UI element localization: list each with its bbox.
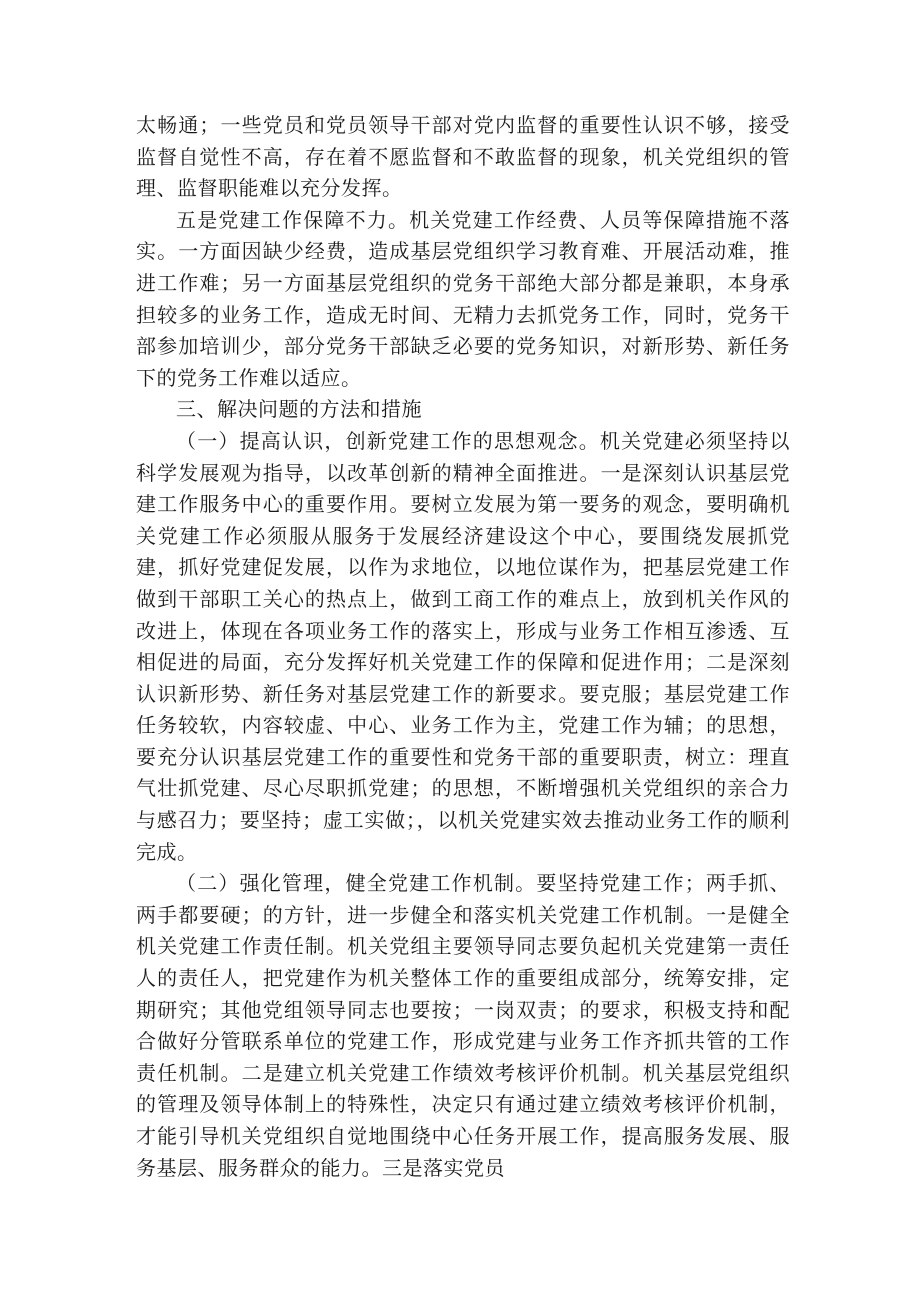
paragraph-party-support-weak: 五是党建工作保障不力。机关党建工作经费、人员等保障措施不落实。一方面因缺少经费，造成基层党组织学习教育难、开展活动难，推进工作难；另一方面基层党组织的党务干部绝大部分都是兼职，本身承担较多的业务工作，造成无时间、无精力去抓党务工作，同时，党务干部参加培训少，部分党务干部缺乏必要的党务知识，对新形势、新任务下的党务工作难以适应。	[136, 207, 790, 390]
section-heading-solutions: 三、解决问题的方法和措施	[176, 397, 422, 422]
paragraph-supervision-issue: 太畅通；一些党员和党员领导干部对党内监督的重要性认识不够，接受监督自觉性不高，存在着不愿监督和不敢监督的现象，机关党组织的管理、监督职能难以充分发挥。	[136, 113, 790, 201]
paragraph-strengthen-management: （二）强化管理，健全党建工作机制。要坚持党建工作；两手抓、两手都要硬；的方针，进一步健全和落实机关党建工作机制。一是健全机关党建工作责任制。机关党组主要领导同志要负起机关党建第一责任人的责任人，把党建作为机关整体工作的重要组成部分，统筹安排，定期研究；其他党组领导同志也要按；一岗双责；的要求，积极支持和配合做好分管联系单位的党建工作，形成党建与业务工作齐抓共管的工作责任机制。二是建立机关党建工作绩效考核评价机制。机关基层党组织的管理及领导体制上的特殊性，决定只有通过建立绩效考核评价机制，才能引导机关党组织自觉地围绕中心任务开展工作，提高服务发展、服务基层、服务群众的能力。三是落实党员	[136, 871, 790, 1180]
paragraph-raise-awareness: （一）提高认识，创新党建工作的思想观念。机关党建必须坚持以科学发展观为指导，以改革创新的精神全面推进。一是深刻认识基层党建工作服务中心的重要作用。要树立发展为第一要务的观念，要明确机关党建工作必须服从服务于发展经济建设这个中心，要围绕发展抓党建，抓好党建促发展，以作为求地位，以地位谋作为，把基层党建工作做到干部职工关心的热点上，做到工商工作的难点上，放到机关作风的改进上，体现在各项业务工作的落实上，形成与业务工作相互渗透、互相促进的局面，充分发挥好机关党建工作的保障和促进作用；二是深刻认识新形势、新任务对基层党建工作的新要求。要克服；基层党建工作任务较软，内容较虚、中心、业务工作为主，党建工作为辅；的思想，要充分认识基层党建工作的重要性和党务干部的重要职责，树立：理直气壮抓党建、尽心尽职抓党建；的思想，不断增强机关党组织的亲合力与感召力；要坚持；虚工实做；，以机关党建实效去推动业务工作的顺利完成。	[136, 428, 790, 864]
